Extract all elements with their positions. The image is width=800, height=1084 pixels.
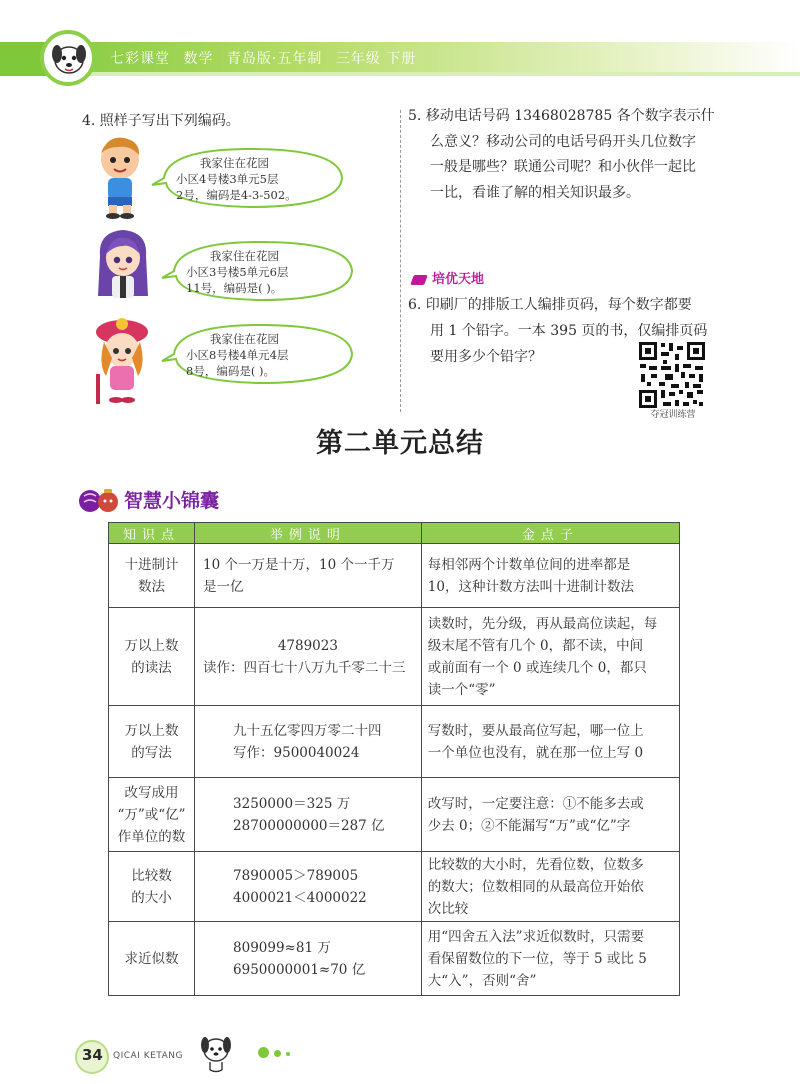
dog-mascot-icon <box>47 36 91 80</box>
header-underline <box>0 72 800 76</box>
qr-code-icon[interactable] <box>637 340 707 410</box>
section-badge-label: 培优天地 <box>432 272 485 287</box>
header-subject: 数学 <box>183 51 214 67</box>
tip-cell <box>421 778 679 852</box>
tip-line: 读一个“零” <box>427 681 496 698</box>
header-title <box>110 48 424 68</box>
example-cell <box>195 852 422 922</box>
q6-line: 用 1 个铅字。一本 395 页的书，仅编排页码 <box>430 323 708 339</box>
hat-girl-character-icon <box>88 314 158 406</box>
footer-dog-mascot-icon <box>196 1030 236 1074</box>
point-line: 数法 <box>138 578 165 595</box>
tip-cell <box>421 706 679 778</box>
tip-line: 一个单位也没有，就在那一位上写 0 <box>427 744 644 761</box>
example-line: 7890005＞789005 <box>233 867 359 884</box>
tip-line: 看保留数位的下一位，等于 5 或比 5 <box>427 950 647 967</box>
header-series: 七彩课堂 <box>110 51 170 67</box>
bubble-1-line3: 2号，编码是4-3-502。 <box>176 188 297 202</box>
brain-bag-icon <box>76 484 120 514</box>
bubble-3-line3: 8号，编码是( )。 <box>186 364 275 378</box>
tip-line: 写数时，要从最高位写起，哪一位上 <box>427 722 644 739</box>
bubble-1-line2: 小区4号楼3单元5层 <box>176 172 279 186</box>
summary-table <box>108 522 680 996</box>
point-line: “万”或“亿” <box>117 806 186 823</box>
q5-line: 5. 移动电话号码 13468028785 各个数字表示什 <box>408 108 715 124</box>
example-cell <box>195 706 422 778</box>
speech-bubble-2 <box>160 238 356 304</box>
example-line: 6950000001≈70 亿 <box>233 961 366 978</box>
footer-dot <box>286 1052 290 1056</box>
point-line: 的读法 <box>131 659 172 676</box>
example-line: 3250000＝325 万 <box>233 795 351 812</box>
bubble-3-line1: 我家住在花园 <box>210 332 279 346</box>
example-line: 10 个一万是十万，10 个一千万 <box>203 556 395 573</box>
bubble-2-line3: 11号，编码是( )。 <box>186 281 283 295</box>
tip-line: 用“四舍五入法”求近似数时，只需要 <box>427 928 645 945</box>
example-line: 是一亿 <box>203 578 244 595</box>
point-line: 万以上数 <box>124 722 179 739</box>
tip-cell <box>421 608 679 706</box>
section-badge <box>412 268 484 287</box>
header-grade: 三年级 下册 <box>335 51 417 67</box>
example-line: 写作：9500040024 <box>233 744 360 761</box>
pencil-icon <box>410 275 428 285</box>
boy-character-icon <box>90 133 152 219</box>
point-line: 比较数 <box>131 867 172 884</box>
q6-line: 6. 印刷厂的排版工人编排页码，每个数字都要 <box>408 297 692 313</box>
footer-dot <box>274 1050 281 1057</box>
q6-line: 要用多少个铅字？ <box>430 349 542 365</box>
point-line: 十进制计 <box>124 556 179 573</box>
table-row <box>109 706 680 778</box>
example-line: 九十五亿零四万零二十四 <box>233 722 382 739</box>
point-line: 的写法 <box>131 744 172 761</box>
knowledge-point-cell <box>109 852 195 922</box>
speech-bubble-3 <box>160 321 356 387</box>
tip-line: 的数大；位数相同的从最高位开始依 <box>427 878 644 895</box>
q5-text <box>408 104 723 206</box>
column-divider <box>400 110 401 412</box>
knowledge-point-cell <box>109 922 195 996</box>
tip-line: 大“入”，否则“舍” <box>427 972 537 989</box>
table-row <box>109 778 680 852</box>
table-row <box>109 544 680 608</box>
example-line: 4789023 <box>277 637 338 654</box>
q5-line: 一般是哪些？联通公司呢？和小伙伴一起比 <box>430 159 696 175</box>
tip-line: 10，这种计数方法叫十进制计数法 <box>427 578 634 595</box>
tip-cell <box>421 922 679 996</box>
q5-line: 一比，看谁了解的相关知识最多。 <box>430 184 640 201</box>
header-edition: 青岛版·五年制 <box>226 51 323 67</box>
point-line: 万以上数 <box>124 637 179 654</box>
point-line: 求近似数 <box>124 950 179 967</box>
header-example: 举例说明 <box>195 523 422 544</box>
example-cell <box>195 922 422 996</box>
example-line: 809099≈81 万 <box>233 939 331 956</box>
example-cell <box>195 608 422 706</box>
tip-cell <box>421 544 679 608</box>
tip-line: 或前面有一个 0 或连续几个 0，都只 <box>427 659 647 676</box>
example-line: 4000021＜4000022 <box>233 889 367 906</box>
q5-line: 么意义？移动公司的电话号码开头几位数字 <box>430 133 696 150</box>
knowledge-point-cell <box>109 778 195 852</box>
q4-prompt: 4. 照样子写出下列编码。 <box>82 113 240 129</box>
knowledge-point-cell <box>109 706 195 778</box>
tip-line: 次比较 <box>427 900 469 917</box>
girl-character-icon <box>92 226 154 308</box>
page-number: 34 <box>82 1046 103 1064</box>
point-line: 改写成用 <box>124 784 179 801</box>
tip-line: 比较数的大小时，先看位数，位数多 <box>427 856 644 873</box>
tip-line: 改写时，一定要注意：①不能多去或 <box>427 795 644 812</box>
header-golden-tip: 金点子 <box>421 523 679 544</box>
example-line: 读作：四百七十八万九千零二十三 <box>203 659 406 676</box>
bubble-3-line2: 小区8号楼4单元4层 <box>186 348 289 362</box>
point-line: 作单位的数 <box>117 828 186 845</box>
footer-brand: QICAI KETANG <box>113 1051 183 1061</box>
point-line: 的大小 <box>131 889 172 906</box>
tips-section-title: 智慧小锦囊 <box>124 490 220 512</box>
table-row <box>109 852 680 922</box>
tip-cell <box>421 852 679 922</box>
table-row <box>109 608 680 706</box>
header-knowledge-point: 知识点 <box>109 523 195 544</box>
unit-summary-title: 第二单元总结 <box>316 428 484 459</box>
knowledge-point-cell <box>109 608 195 706</box>
bubble-2-line1: 我家住在花园 <box>210 249 279 263</box>
tip-line: 读数时，先分级，再从最高位读起，每 <box>427 615 658 632</box>
example-cell <box>195 778 422 852</box>
table-row <box>109 922 680 996</box>
example-line: 28700000000＝287 亿 <box>233 817 385 834</box>
qr-caption: 夺冠训练营 <box>650 410 696 420</box>
tip-line: 级末尾不管有几个 0，都不读，中间 <box>427 637 644 654</box>
table-header-row <box>109 523 680 544</box>
tip-line: 少去 0；②不能漏写“万”或“亿”字 <box>427 817 631 834</box>
knowledge-point-cell <box>109 544 195 608</box>
bubble-1-line1: 我家住在花园 <box>200 156 269 170</box>
footer-dot <box>258 1047 269 1058</box>
tip-line: 每相邻两个计数单位间的进率都是 <box>427 556 631 573</box>
speech-bubble-1 <box>150 145 346 211</box>
bubble-2-line2: 小区3号楼5单元6层 <box>186 265 289 279</box>
example-cell <box>195 544 422 608</box>
